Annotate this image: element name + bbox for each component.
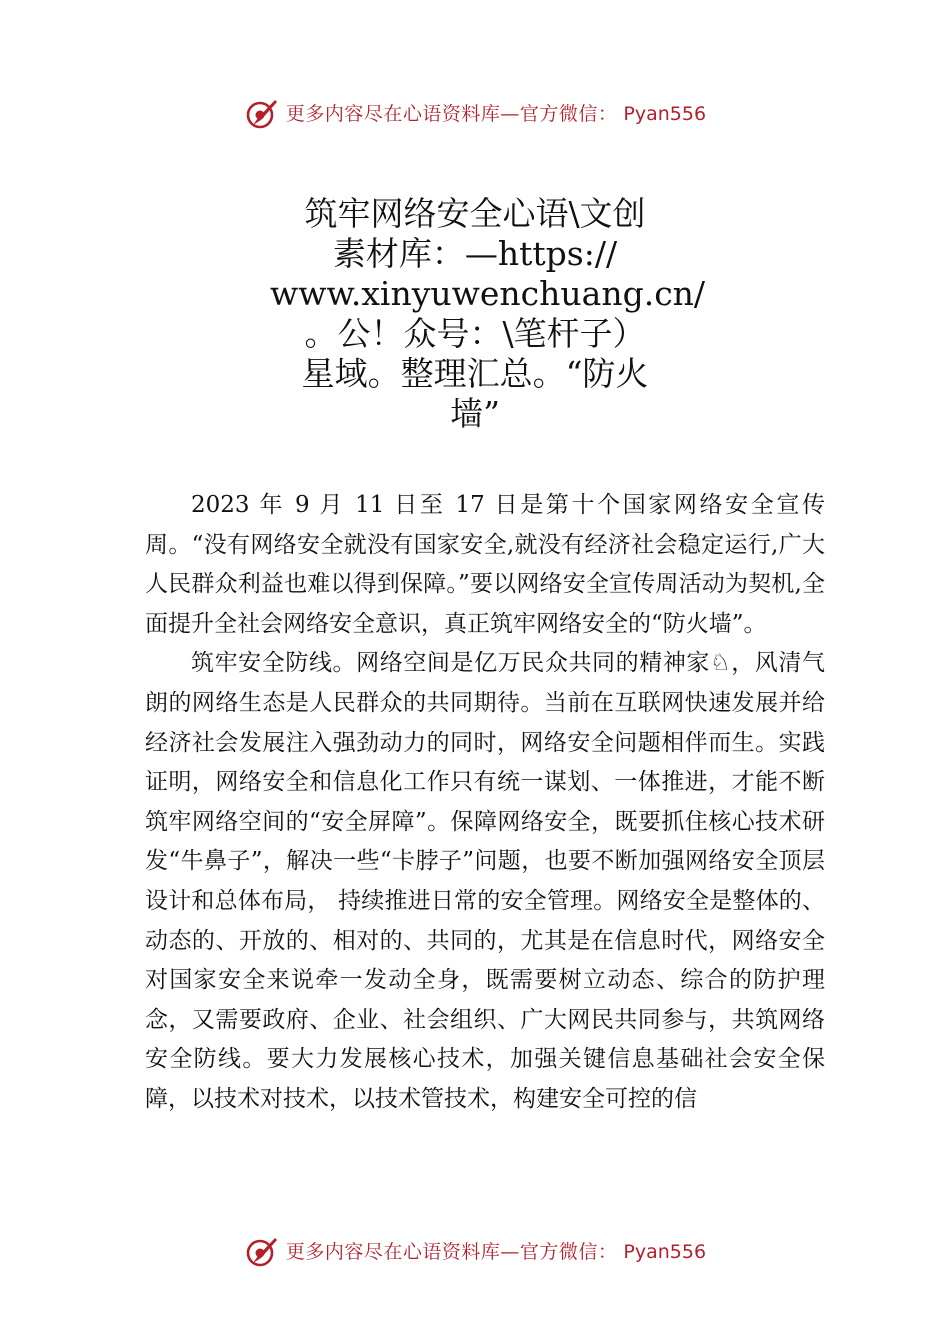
- document-title: [270, 194, 706, 434]
- document-body: [145, 486, 825, 1120]
- title-line: 星域。整理汇总。“防火: [301, 354, 649, 393]
- footer-banner: [0, 1232, 950, 1272]
- quill-pen-icon: [244, 1234, 280, 1270]
- banner-wechat-id: Pyan556: [623, 1240, 707, 1263]
- banner-wechat-id: Pyan556: [623, 102, 707, 125]
- title-line: 墙”: [450, 394, 500, 433]
- title-line: www.xinyuwenchuang.cn/: [270, 274, 706, 313]
- header-banner: [0, 94, 950, 134]
- title-line: 筑牢网络安全心语\文创: [304, 194, 646, 233]
- banner-text: 更多内容尽在心语资料库—官方微信：: [285, 102, 618, 125]
- body-paragraph: 筑牢安全防线。网络空间是亿万民众共同的精神家♘，风清气朗的网络生态是人民群众的共同期待。当前在互联网快速发展并给经济社会发展注入强劲动力的同时，网络安全问题相伴而生。实践证明，网络安全和信息化工作只有统一谋划、一体推进，才能不断筑牢网络空间的“安全屏障”。保障网络安全，既要抓住核心技术研发“牛鼻子”，解决一些“卡脖子”问题，也要不断加强网络安全顶层设计和总体布局， 持续推进日常的安全管理。网络安全是整体的、动态的、开放的、相对的、共同的，尤其是在信息时代，网络安全对国家安全来说牵一发动全身，既需要树立动态、综合的防护理念，又需要政府、企业、社会组织、广大网民共同参与，共筑网络安全防线。要大力发展核心技术，加强关键信息基础社会安全保障，以技术对技术，以技术管技术，构建安全可控的信: [145, 650, 825, 1112]
- body-paragraph: 2023 年 9 月 11 日至 17 日是第十个国家网络安全宣传周。“没有网络安全就没有国家安全,就没有经济社会稳定运行,广大人民群众利益也难以得到保障。”要以网络安全宣传周活动为契机,全面提升全社会网络安全意识，真正筑牢网络安全的“防火墙”。: [145, 492, 825, 637]
- title-line: 。公！众号：\笔杆子）: [304, 314, 646, 353]
- quill-pen-icon: [244, 96, 280, 132]
- banner-text: 更多内容尽在心语资料库—官方微信：: [285, 1240, 618, 1263]
- title-line: 素材库：—https://: [332, 234, 618, 273]
